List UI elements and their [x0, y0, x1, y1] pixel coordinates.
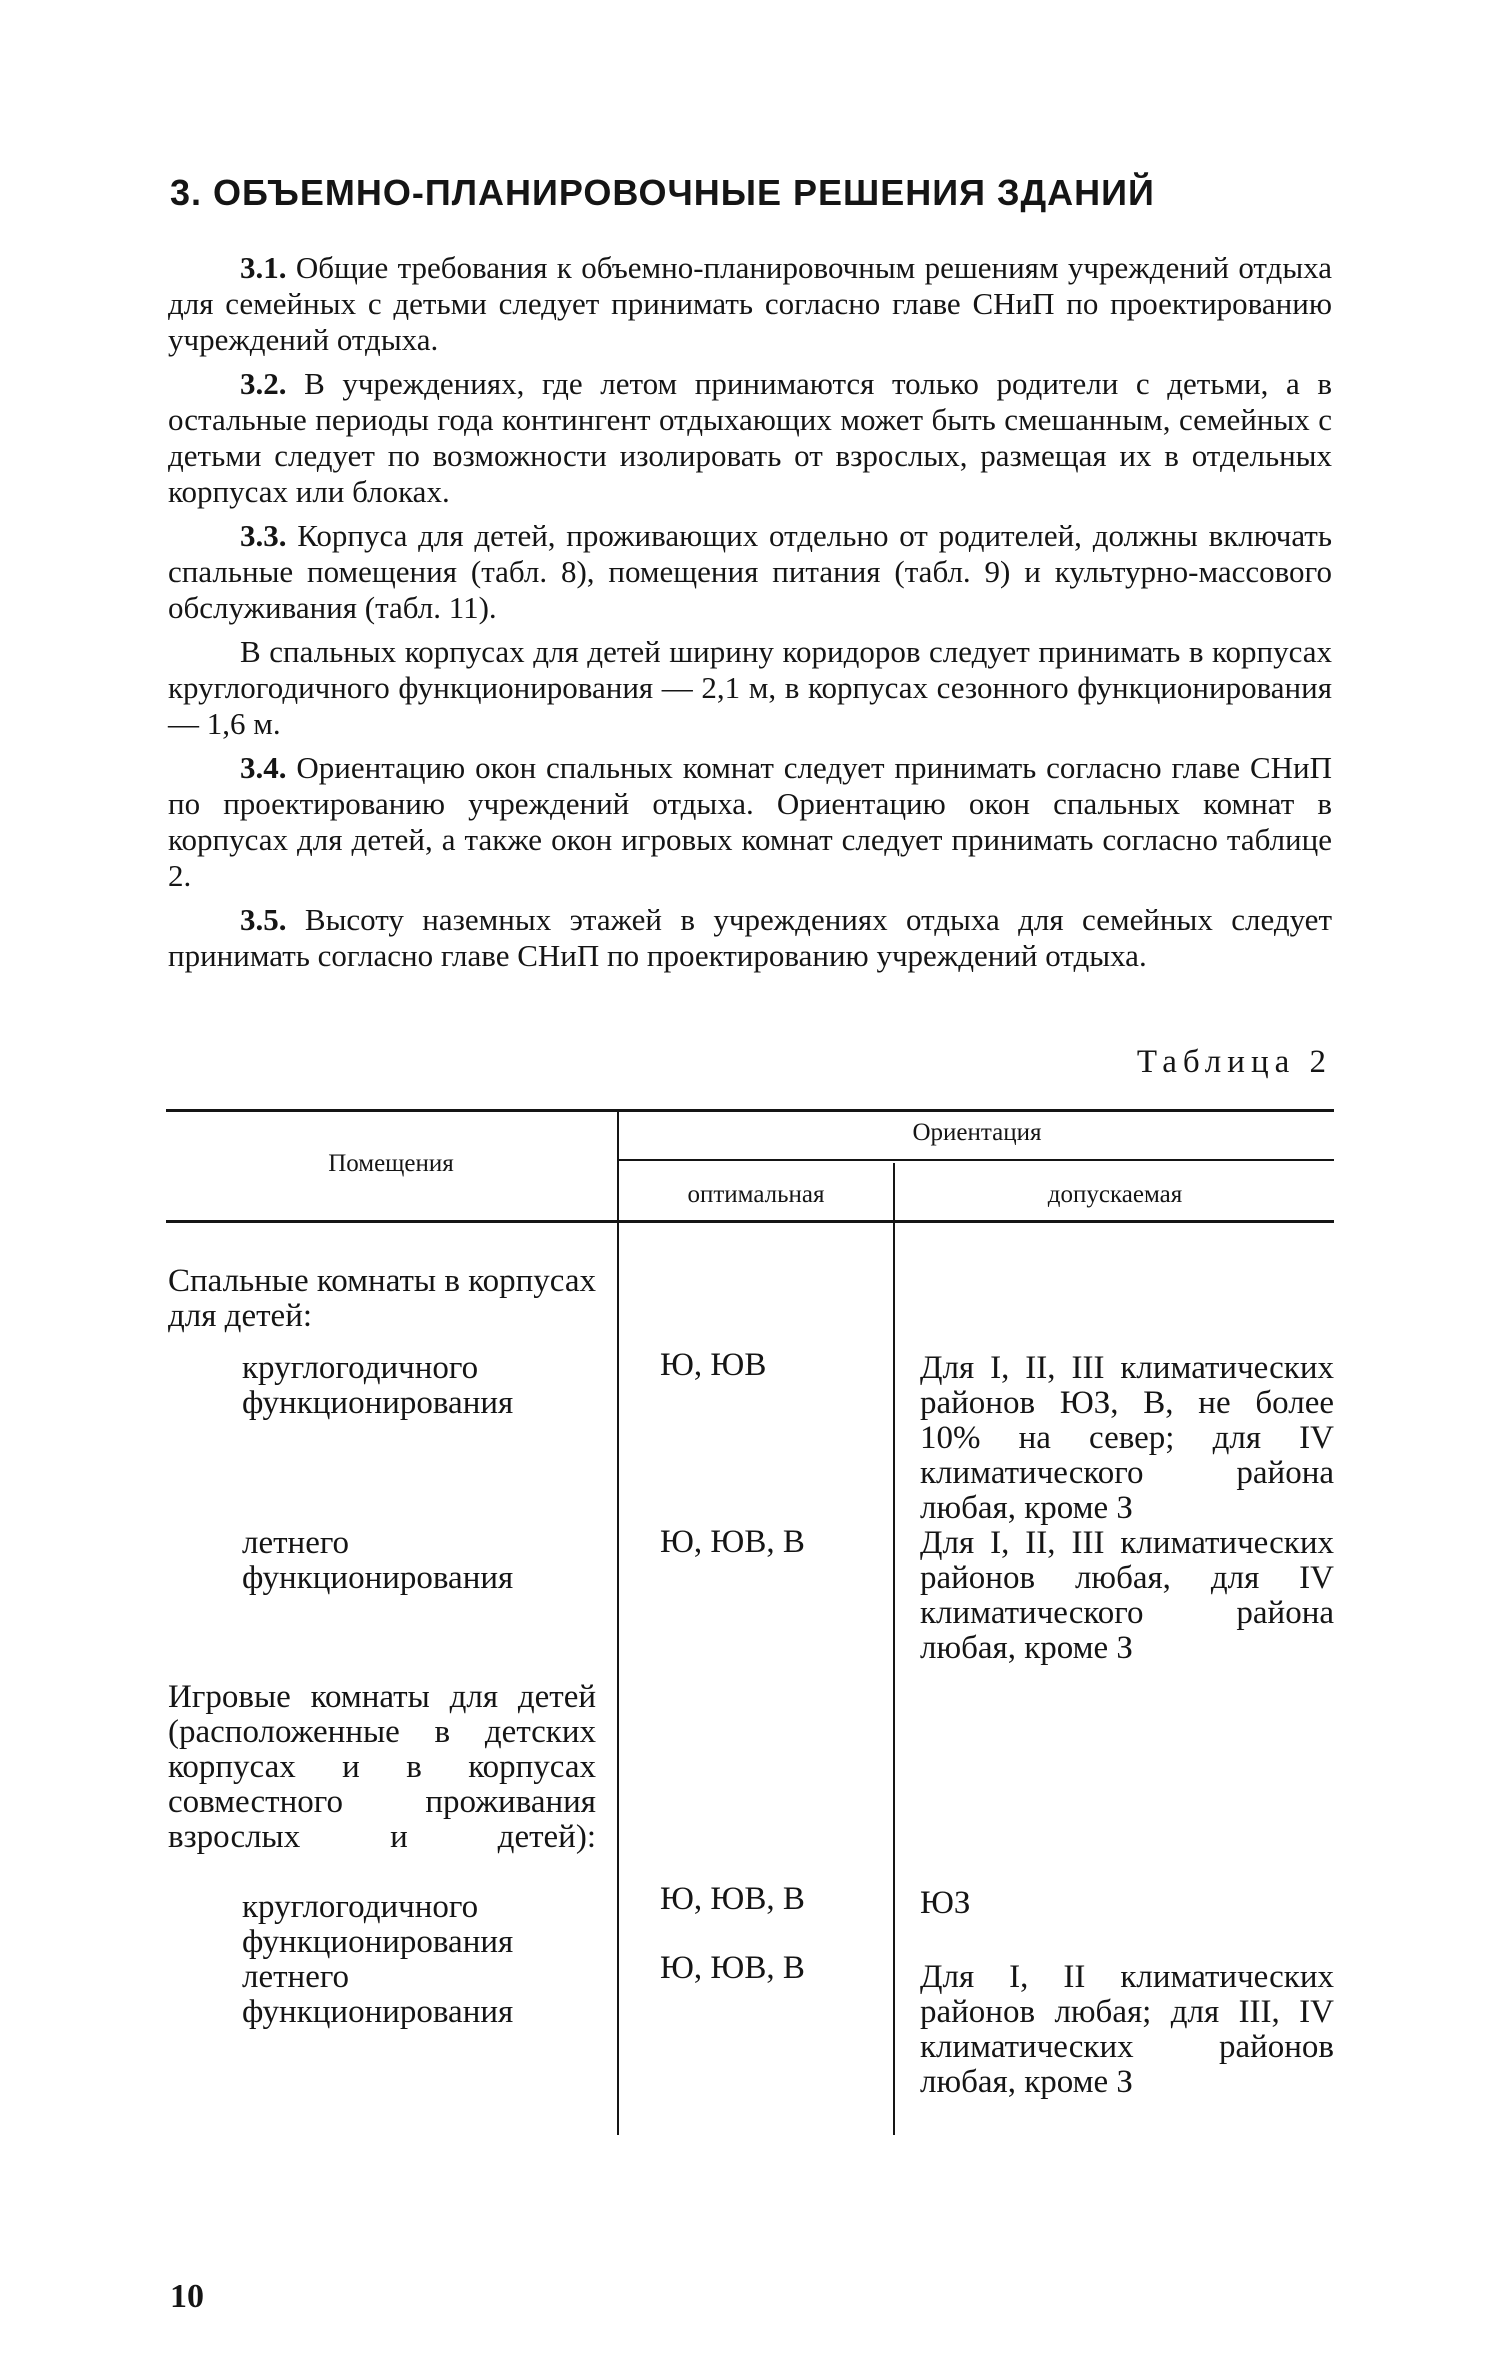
paragraph-text: В спальных корпусах для детей ширину коридоров следует принимать в корпусах круглогодичного функционирования — 2,1 м, в корпусах сезонного функционирования — 1,6 м.	[168, 634, 1332, 741]
paragraph-number: 3.5.	[240, 902, 287, 937]
table-caption: Таблица 2	[1136, 1044, 1332, 1080]
allowed-cell: Для I, II климатических районов любая; для III, IV климатических районов любая, кроме З	[920, 1959, 1334, 2100]
paragraph-number: 3.2.	[240, 366, 287, 401]
paragraph-text: В учреждениях, где летом принимаются только родители с детьми, а в остальные периоды года контингент отдыхающих может быть смешанным, семейных с детьми следует по возможности изолировать от взрослых, размещая их в отдельных корпусах или блоках.	[168, 366, 1332, 509]
section-title: 3. ОБЪЕМНО-ПЛАНИРОВОЧНЫЕ РЕШЕНИЯ ЗДАНИЙ	[170, 172, 1155, 213]
header-split-rule	[618, 1159, 1334, 1161]
header-allowed: допускаемая	[1047, 1181, 1183, 1208]
paragraph-3-4	[168, 750, 1332, 894]
paragraph-text: Ориентацию окон спальных комнат следует принимать согласно главе СНиП по проектированию учреждений отдыха. Ориентацию окон спальных комнат в корпусах для детей, а также окон игровых комнат следует принимать согласно таблице 2.	[168, 750, 1332, 893]
optimal-cell: Ю, ЮВ, В	[660, 1881, 805, 1917]
header-rooms: Помещения	[328, 1150, 454, 1177]
room-cell: Игровые комнаты для детей (расположенные в детских корпусах и в корпусах совместного проживания взрослых и детей):	[168, 1679, 596, 1855]
paragraph-text: Высоту наземных этажей в учреждениях отдыха для семейных следует принимать согласно главе СНиП по проектированию учреждений отдыха.	[168, 902, 1332, 973]
room-cell: круглогодичного функционирования	[242, 1889, 514, 1960]
paragraph-3-2	[168, 366, 1332, 510]
paragraph-corridors	[168, 634, 1332, 742]
optimal-cell: Ю, ЮВ	[660, 1347, 767, 1383]
header-optimal: оптимальная	[687, 1181, 825, 1208]
paragraph-number: 3.3.	[240, 518, 287, 553]
column-divider-rule	[617, 1109, 619, 2135]
body-text	[168, 250, 1332, 982]
room-cell: круглогодичного функционирования	[242, 1350, 514, 1421]
table-top-rule	[166, 1109, 1334, 1112]
paragraph-text: Общие требования к объемно-планировочным решениям учреждений отдыха для семейных с детьми следует принимать согласно главе СНиП по проектированию учреждений отдыха.	[168, 250, 1332, 357]
paragraph-3-1	[168, 250, 1332, 358]
column-divider-rule	[893, 1163, 895, 2135]
paragraph-number: 3.1.	[240, 250, 287, 285]
allowed-cell: Для I, II, III климатических районов любая, для IV климатического района любая, кроме З	[920, 1525, 1334, 1666]
paragraph-3-3	[168, 518, 1332, 626]
optimal-cell: Ю, ЮВ, В	[660, 1524, 805, 1560]
paragraph-number: 3.4.	[240, 750, 287, 785]
header-orientation: Ориентация	[912, 1119, 1042, 1146]
room-cell: Спальные комнаты в корпусах для детей:	[168, 1263, 596, 1334]
paragraph-3-5	[168, 902, 1332, 974]
allowed-cell: Для I, II, III климатических районов ЮЗ, В, не более 10% на север; для IV климатического района любая, кроме З	[920, 1350, 1334, 1526]
paragraph-text: Корпуса для детей, проживающих отдельно от родителей, должны включать спальные помещения (табл. 8), помещения питания (табл. 9) и культурно-массового обслуживания (табл. 11).	[168, 518, 1332, 625]
room-cell: летнего функционирования	[242, 1959, 514, 2030]
room-cell: летнего функционирования	[242, 1525, 514, 1596]
page-number: 10	[170, 2278, 204, 2315]
header-bottom-rule	[166, 1220, 1334, 1223]
allowed-cell: ЮЗ	[920, 1885, 971, 1921]
optimal-cell: Ю, ЮВ, В	[660, 1950, 805, 1986]
